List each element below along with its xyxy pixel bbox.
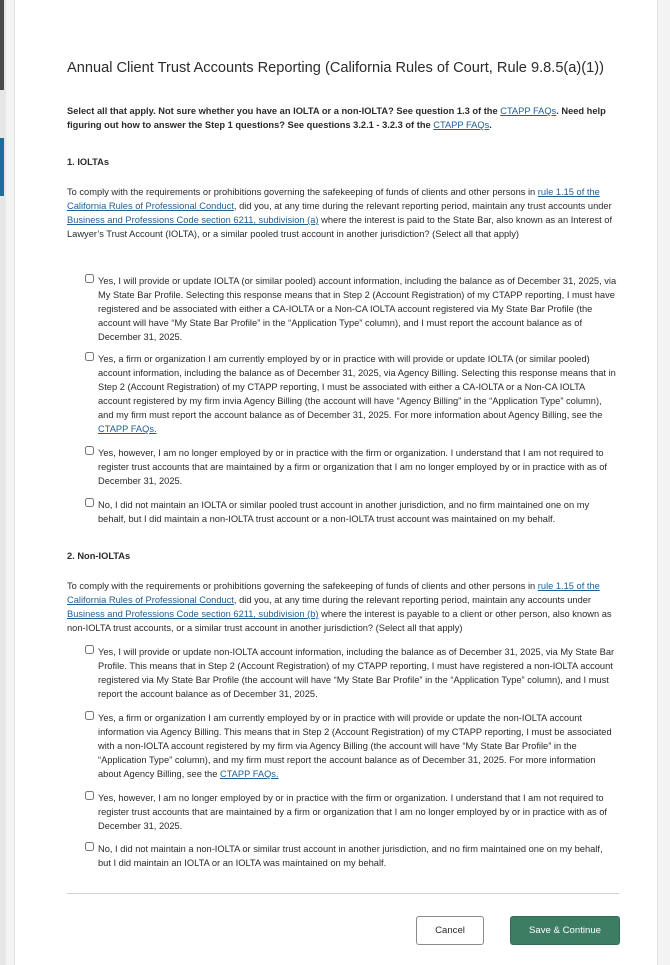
non-iolta-option-2-label [98,711,617,781]
non-iolta-option-4-checkbox[interactable] [85,842,94,851]
non-iolta-option-1-checkbox[interactable] [85,645,94,654]
reporting-modal [14,0,658,965]
non-iolta-desc-text-3: where the interest is payable to a client or other person, also known as non-IOLTA trust accounts, or a similar trust account in another jurisdiction? (Select all that apply) [67,609,612,633]
iolta-option-1-label: Yes, I will provide or update IOLTA (or similar pooled) account information, including the balance as of December 31, 2025, via My State Bar Profile. Selecting this response means that in Step 2 (Account Registration) of my CTAPP reporting, I must have registered and be associated with either a CA-IOLTA or a Non-CA IOLTA account registered via My State Bar Profile (the account will have “My State Bar Profile” in the “Application Type” column), and I must report the account balance as of December 31, 2025. [98,276,617,342]
non-iolta-option-3[interactable] [85,791,617,833]
rail-marker-top [0,0,4,90]
section-non-iolta-title: 2. Non-IOLTAs [67,551,131,561]
modal-title: Annual Client Trust Accounts Reporting (California Rules of Court, Rule 9.8.5(a)(1)) [67,60,604,76]
iolta-desc-text-1: To comply with the requirements or prohibitions governing the safekeeping of funds of clients and other persons in [67,187,538,197]
bp-code-6211b-link[interactable]: Business and Professions Code section 6211, subdivision (b) [67,609,319,619]
non-iolta-option-4-label: No, I did not maintain a non-IOLTA or similar trust account in another jurisdiction, and no firm maintained one on my behalf, but I did maintain an IOLTA or an IOLTA was maintained on my behalf. [98,844,603,868]
non-iolta-option-2-ctapp-faqs-link[interactable]: CTAPP FAQs. [219,769,279,779]
non-iolta-desc-text-2: , did you, at any time during the relevant reporting period, maintain any accounts under [233,595,592,605]
non-iolta-option-1[interactable] [85,645,617,701]
ctapp-faqs-link-1[interactable]: CTAPP FAQs [500,106,557,116]
iolta-option-4-checkbox[interactable] [85,498,94,507]
intro-text-2: . Need help figuring out how to answer the Step 1 questions? See questions 3.2.1 - 3.2.3 of the [67,106,606,130]
non-iolta-option-4[interactable] [85,842,617,870]
iolta-option-3-label: Yes, however, I am no longer employed by or in practice with the firm or organization. I understand that I am not required to register trust accounts that are maintained by a firm or organization that I am no longer employed by or in practice with as of December 31, 2025. [98,448,608,486]
iolta-option-1-checkbox[interactable] [85,274,94,283]
iolta-option-3-checkbox[interactable] [85,446,94,455]
iolta-desc-text-2: , did you, at any time during the relevant reporting period, maintain any trust accounts under [233,201,612,211]
intro-text-3: . [489,120,492,130]
non-iolta-desc-text-1: To comply with the requirements or prohibitions governing the safekeeping of funds of clients and other persons in [67,581,538,591]
iolta-option-2-ctapp-faqs-link[interactable]: CTAPP FAQs. [98,424,157,434]
iolta-option-2-text: Yes, a firm or organization I am currently employed by or in practice with will provide or update IOLTA (or similar pooled) account information, including the balance as of December 31, 2025, via Agency Billing. Selecting this response means that in Step 2 (Account Registration) of my CTAPP reporting, I must be associated with either a CA-IOLTA or a Non-CA IOLTA account registered by my firm invia Agency Billing (the account will have “Agency Billing” in the “Application Type” column), and my firm must report the account balance as of December 31, 2025. For more information about Agency Billing, see the [98,354,616,420]
intro-text-1: Select all that apply. Not sure whether you have an IOLTA or a non-IOLTA? See question 1.3 of the [67,106,501,116]
non-iolta-option-2[interactable] [85,711,617,781]
non-iolta-option-2-checkbox[interactable] [85,711,94,720]
section-iolta-description [67,185,622,241]
non-iolta-option-1-label: Yes, I will provide or update non-IOLTA account information, including the balance as of December 31, 2025, via My State Bar Profile. This means that in Step 2 (Account Registration) of my CTAPP reporting, I must have registered a non-IOLTA account registered via My State Bar Profile (the account will have “My State Bar Profile” in the “Application Type” column), and I must report the account balance as of December 31, 2025. [98,647,615,699]
non-iolta-option-2-text: Yes, a firm or organization I am currently employed by or in practice with will provide or update the non-IOLTA account information via Agency Billing. This means that in Step 2 (Account Registration) of my CTAPP reporting, I must be associated with a non-IOLTA account registered by my firm via Agency Billing (the account will have “My State Bar Profile” in the “Application Type” column), and my firm must report the account balance as of December 31, 2025. For more information about Agency Billing, see the [98,713,612,779]
non-iolta-option-3-label: Yes, however, I am no longer employed by or in practice with the firm or organization. I understand that I am not required to register trust accounts that are maintained by a firm or organization that I am no longer employed by or in practice with as of December 31, 2025. [98,793,608,831]
rule-1-15-link[interactable]: rule 1.15 of the California Rules of Professional Conduct [67,187,600,211]
iolta-option-4-label: No, I did not maintain an IOLTA or similar pooled trust account in another jurisdiction, and no firm maintained one on my behalf, but I did maintain a non-IOLTA trust account or a non-IOLTA trust account was maintained on my behalf. [98,500,590,524]
ctapp-faqs-link-2[interactable]: CTAPP FAQs [433,120,490,130]
section-iolta-title: 1. IOLTAs [67,157,110,167]
iolta-option-1[interactable] [85,274,617,344]
page-left-rail [0,0,6,965]
rail-marker-active [0,138,4,196]
iolta-desc-text-3: where the interest is paid to the State Bar, also known as an Interest of Lawyer’s Trust Account (IOLTA), or a similar pooled trust account in another jurisdiction? (Select all that apply) [67,215,613,239]
iolta-option-3[interactable] [85,446,617,488]
iolta-option-2-label [98,352,617,436]
bp-code-6211a-link[interactable]: Business and Professions Code section 6211, subdivision (a) [67,215,319,225]
intro-instructions [67,104,623,132]
iolta-option-2[interactable] [85,352,617,436]
cancel-button[interactable]: Cancel [416,916,484,945]
non-iolta-option-3-checkbox[interactable] [85,791,94,800]
iolta-option-4[interactable] [85,498,617,526]
save-and-continue-button[interactable]: Save & Continue [510,916,620,945]
section-non-iolta-description [67,579,622,635]
rule-1-15-link-2[interactable]: rule 1.15 of the California Rules of Professional Conduct [67,581,600,605]
iolta-option-2-checkbox[interactable] [85,352,94,361]
footer-divider [67,893,619,894]
